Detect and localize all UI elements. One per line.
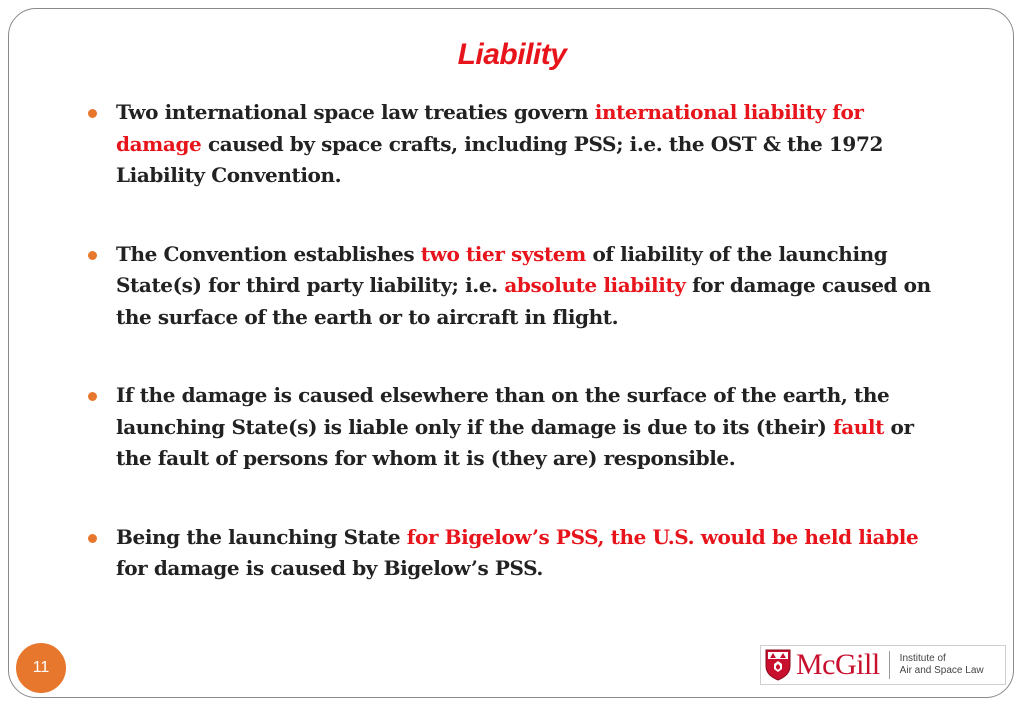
bullet-highlight-segment: two tier system [420,241,586,266]
slide-title: Liability [457,38,567,71]
bullet-text-segment: The Convention establishes [116,241,421,266]
bullet-dot-icon [88,251,97,260]
bullet-highlight-segment: fault [833,414,884,439]
bullet-item [86,239,936,334]
mcgill-logo [760,645,1006,685]
bullet-text-segment: of liability of the launching State(s) for third party liability; i.e. [116,241,888,297]
bullet-dot-icon [88,392,97,401]
bullet-dot-icon [88,534,97,543]
page-number-badge: 11 [16,643,66,693]
mcgill-wordmark: McGill [796,648,880,681]
bullet-text-segment: for damage is caused by Bigelow’s PSS. [116,556,543,580]
bullet-text-segment: for damage caused on the surface of the earth or to aircraft in flight. [116,273,931,329]
bullet-text-segment: caused by space crafts, including PSS; i.e. the OST & the 1972 Liability Convention. [116,131,883,187]
bullet-text-segment: If the damage is caused elsewhere than on the surface of the earth, the launching State(s) is liable only if the damage is due to its (their) [116,383,890,439]
bullet-highlight-segment: international liability for damage [116,100,864,156]
bullet-item [86,97,936,192]
bullet-highlight-segment: for Bigelow’s PSS, the U.S. would be held liable [406,524,919,549]
bullet-list [86,97,936,632]
bullet-highlight-segment: absolute liability [504,273,686,297]
bullet-item [86,522,936,585]
bullet-text-segment: Two international space law treaties govern [116,100,595,124]
institute-line-2: Air and Space Law [899,665,984,676]
institute-line-1: Institute of [899,653,946,664]
institute-name [900,653,984,677]
mcgill-shield-icon [765,649,791,681]
bullet-text-segment: Being the launching State [116,524,407,549]
bullet-dot-icon [88,109,97,118]
bullet-item [86,380,936,475]
bullet-text-segment: or the fault of persons for whom it is (they are) responsible. [116,414,914,470]
logo-divider [889,651,890,679]
